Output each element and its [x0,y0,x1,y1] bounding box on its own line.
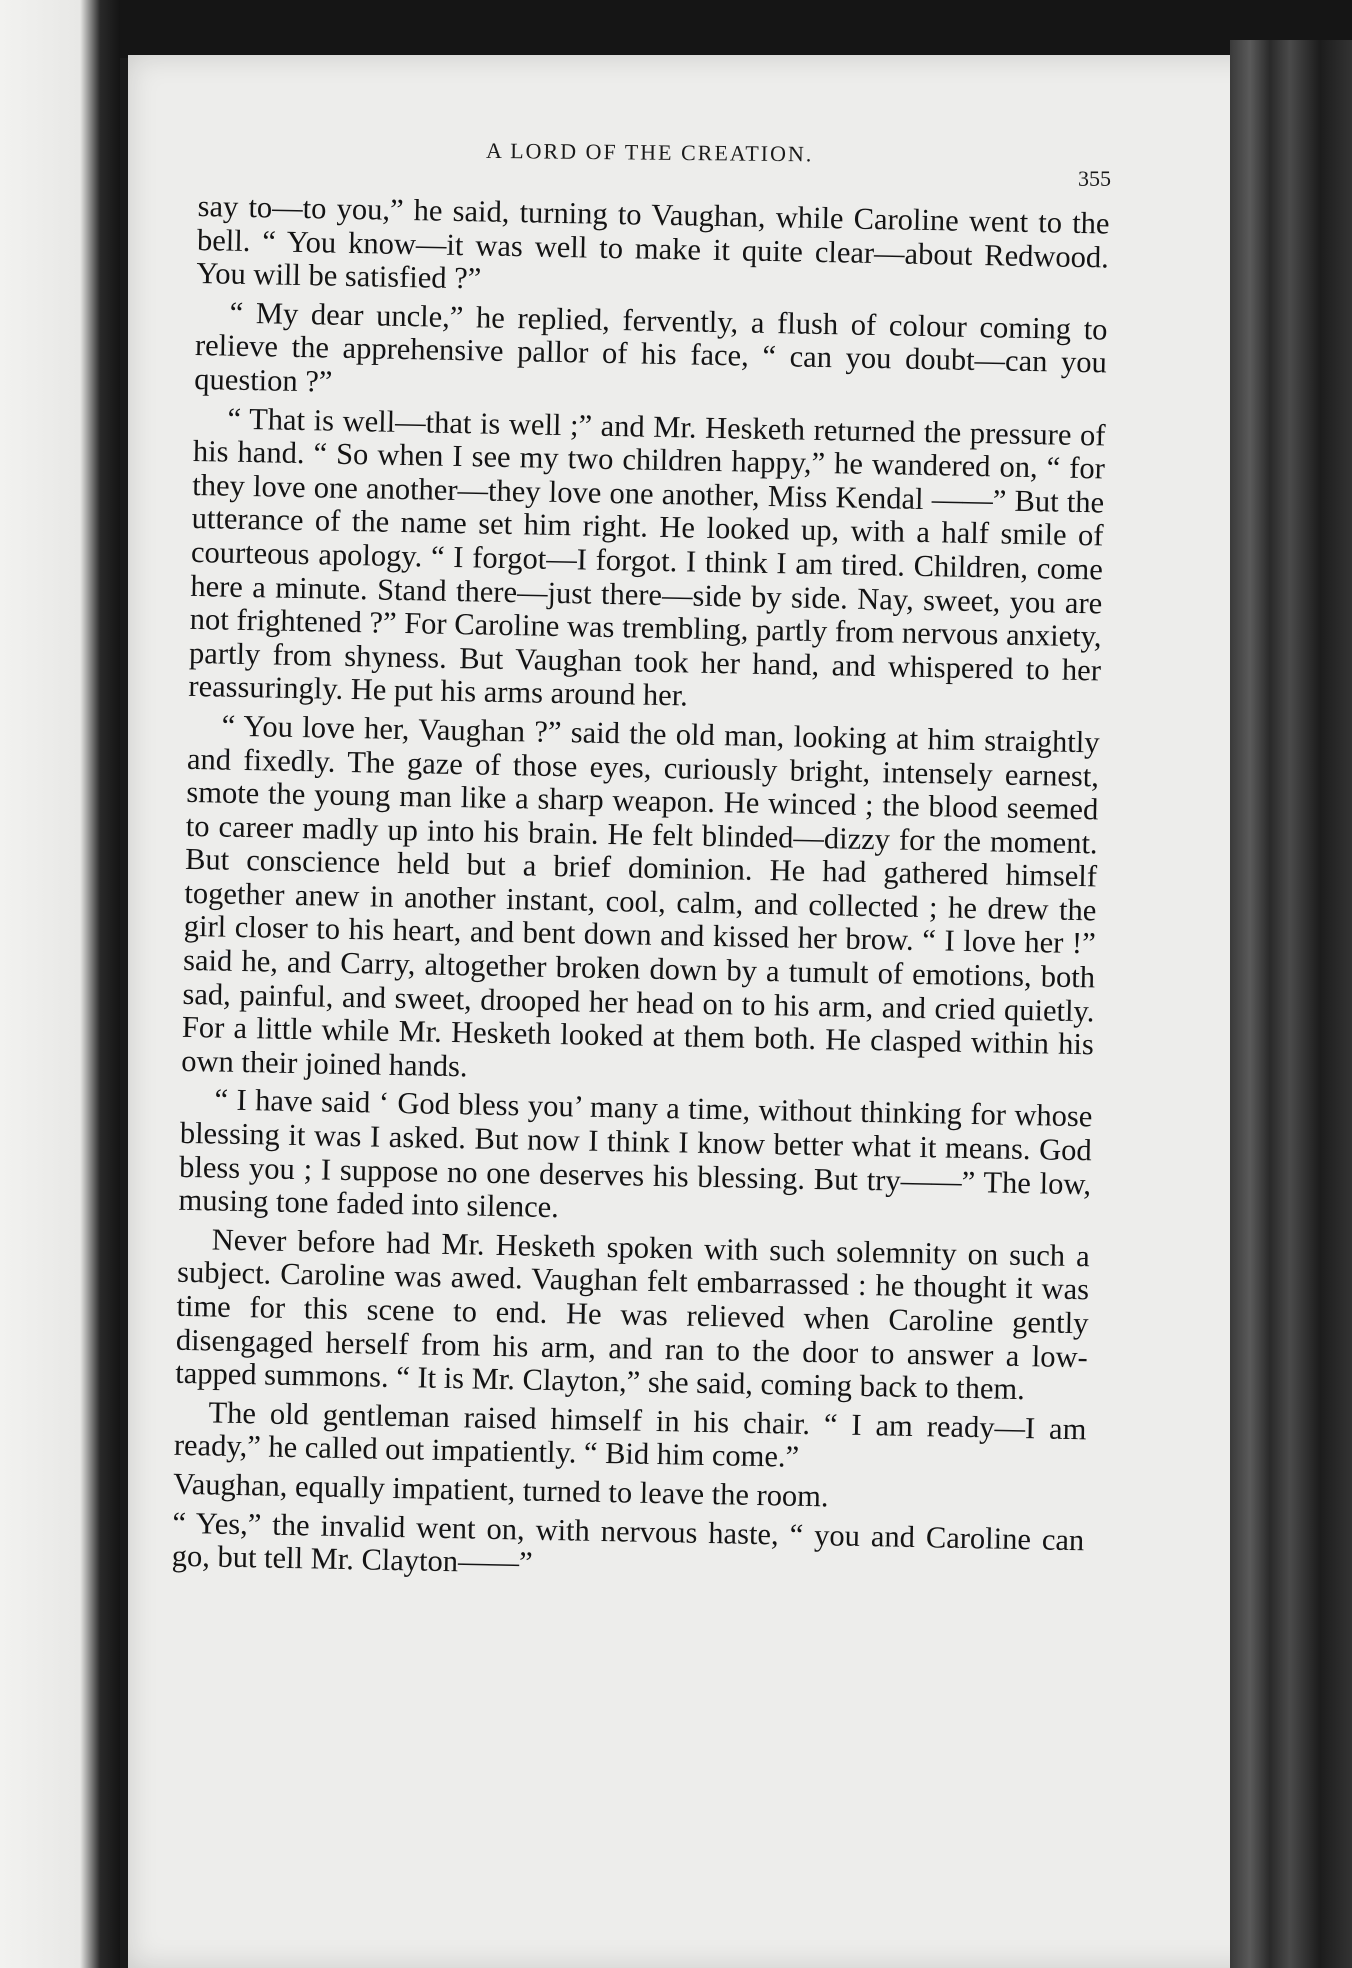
scan-top-border [100,0,1352,58]
paragraph-8: Vaughan, equally impatient, turned to leave the room. [172,1466,829,1514]
page-body [171,190,1109,1591]
paragraph-4: “ You love her, Vaughan ?” said the old man, looking at him straightly and fixedly. The gaze of those eyes, curiously bright, intensely earnest, smote the young man like a sharp weapon. He winced ; the blood seemed to career madly up into his brain. He felt blinded—dizzy for the moment. But conscience held but a brief dominion. He had gathered himself together anew in another instant, cool, calm, and collected ; he drew the girl closer to his heart, and bent down and kissed her brow. “ I love her !” said he, and Carry, altogether broken down by a tumult of emotions, both sad, painful, and sweet, drooped her head on to his arm, and cried quietly. For a little while Mr. Hesketh looked at them both. He clasped within his own their joined hands. [180,708,1100,1084]
paragraph-6: Never before had Mr. Hesketh spoken with such solemnity on such a subject. Caroline was awed. Vaughan felt embarrassed : he thought it was time for this scene to end. He was relieved when Caroline gently disengaged herself from his arm, and ran to the door to answer a low-tapped summons. “ It is Mr. Clayton,” she said, coming back to them. [174,1222,1091,1407]
page-number: 355 [1078,166,1111,191]
paragraph-5: “ I have said ‘ God bless you’ many a time, without thinking for whose blessing it was I asked. But now I think I know better what it means. God bless you ; I suppose no one deserves his blessing. But try——” The low, musing tone faded into silence. [178,1082,1093,1225]
paragraph-3: “ That is well—that is well ;” and Mr. Hesketh returned the pressure of his hand. “ So when I see my two children happy,” he wandered on, “ for they love one another—they love one another, Miss Kendal ——” But the utterance of the name set him right. He looked up, with a half smile of courteous apology. “ I forgot—I forgot. I think I am tired. Children, come here a minute. Stand there—just there—side by side. Nay, sweet, you are not frightened ?” For Caroline was trembling, partly from nervous anxiety, partly from shyness. But Vaughan took her hand, and whispered to her reassuringly. He put his arms around her. [188,401,1106,713]
scan-left-edge [0,0,120,1968]
book-binding-edge [1230,40,1352,1968]
paragraph-9: “ Yes,” the invalid went on, with nervous haste, “ you and Caroline can go, but tell Mr. Clayton——” [171,1505,1085,1580]
paragraph-2: “ My dear uncle,” he replied, fervently, a flush of colour coming to relieve the apprehensive pallor of his face, “ can you doubt—can you question ?” [194,295,1108,399]
paragraph-1: say to—to you,” he said, turning to Vaughan, while Caroline went to the bell. “ You know—it was well to make it quite clear—about Redwood. You will be satisfied ?” [196,189,1110,296]
running-title: A LORD OF THE CREATION. [485,137,814,167]
paragraph-7: The old gentleman raised himself in his chair. “ I am ready—I am ready,” he called out impatiently. “ Bid him come.” [173,1395,1087,1475]
